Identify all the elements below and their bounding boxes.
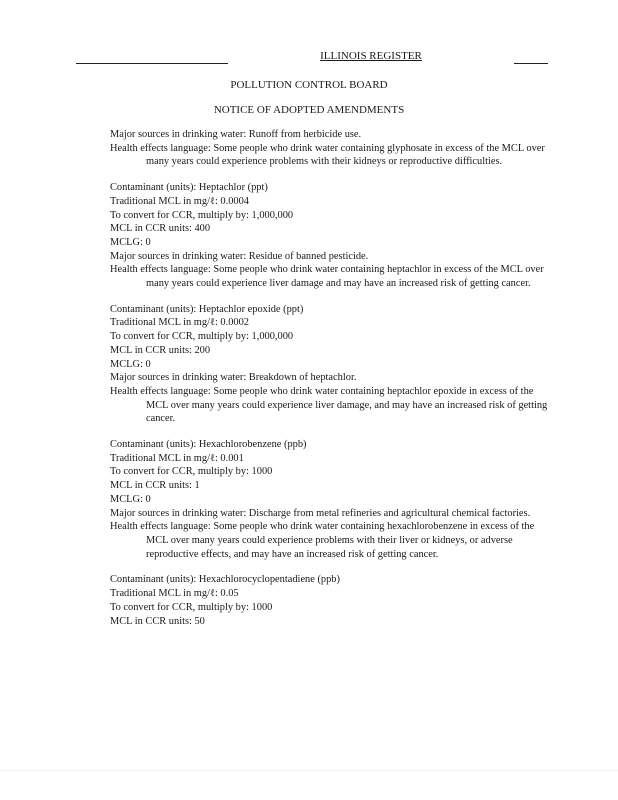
- entry-line: Traditional MCL in mg/ℓ: 0.0004: [110, 195, 250, 207]
- entry-line: To convert for CCR, multiply by: 1000: [110, 601, 273, 613]
- entry-line: MCLG: 0: [110, 236, 151, 248]
- entry-line: Contaminant (units): Heptachlor (ppt): [110, 182, 268, 194]
- entry-line: Health effects language: Some people who drink water containing hexachlorobenzene in excess of the MCL over many years could experience problems with their liver or kidneys, or adverse reproductive effects, and may have an increased risk of getting cancer.: [110, 521, 535, 560]
- entry-line: To convert for CCR, multiply by: 1,000,000: [110, 331, 294, 343]
- entry-line: Major sources in drinking water: Residue of banned pesticide.: [110, 250, 369, 262]
- register-header: [76, 50, 548, 66]
- entry-line: MCLG: 0: [110, 358, 151, 370]
- scan-edge-line: [0, 770, 618, 771]
- entry-line: Major sources in drinking water: Runoff from herbicide use.: [110, 129, 362, 140]
- entry-line: Health effects language: Some people who drink water containing heptachlor in excess of the MCL over many years could experience liver damage and may have an increased risk of getting cancer.: [110, 264, 544, 290]
- entry-line: Major sources in drinking water: Discharge from metal refineries and agricultural chemical factories.: [110, 507, 531, 519]
- entry-line: Traditional MCL in mg/ℓ: 0.001: [110, 452, 244, 464]
- entry-line: MCL in CCR units: 400: [110, 223, 211, 235]
- board-title: POLLUTION CONTROL BOARD: [230, 79, 388, 91]
- header-rule-left: [76, 63, 228, 64]
- entry-line: Health effects language: Some people who drink water containing glyphosate in excess of the MCL over many years could experience problems with their kidneys or reproductive difficulties.: [110, 142, 545, 168]
- entry-block: [110, 438, 550, 561]
- entry-line: To convert for CCR, multiply by: 1000: [110, 466, 273, 478]
- notice-title: NOTICE OF ADOPTED AMENDMENTS: [213, 104, 405, 116]
- entry-line: To convert for CCR, multiply by: 1,000,000: [110, 209, 294, 221]
- entry-line: Traditional MCL in mg/ℓ: 0.0002: [110, 317, 250, 329]
- entry-line: Major sources in drinking water: Breakdown of heptachlor.: [110, 372, 357, 384]
- document-body: [110, 128, 550, 640]
- header-rule-right: [514, 63, 548, 64]
- entry-line: Contaminant (units): Heptachlor epoxide (ppt): [110, 303, 304, 315]
- entry-line: Contaminant (units): Hexachlorobenzene (ppb): [110, 439, 307, 451]
- entry-line: MCLG: 0: [110, 493, 151, 505]
- entry-line: Traditional MCL in mg/ℓ: 0.05: [110, 588, 239, 600]
- entry-line: Health effects language: Some people who drink water containing heptachlor epoxide in excess of the MCL over many years could experience liver damage, and may have an increased risk of getting cancer.: [110, 385, 548, 425]
- entry-line: MCL in CCR units: 50: [110, 615, 205, 627]
- entry-line: Contaminant (units): Hexachlorocyclopentadiene (ppb): [110, 574, 340, 586]
- register-title: ILLINOIS REGISTER: [320, 50, 422, 62]
- entry-line: MCL in CCR units: 200: [110, 344, 211, 356]
- entry-block: [110, 303, 550, 426]
- entry-line: MCL in CCR units: 1: [110, 480, 200, 492]
- entry-block: [110, 181, 550, 291]
- entry-block: [110, 573, 550, 628]
- entry-block: [110, 128, 550, 169]
